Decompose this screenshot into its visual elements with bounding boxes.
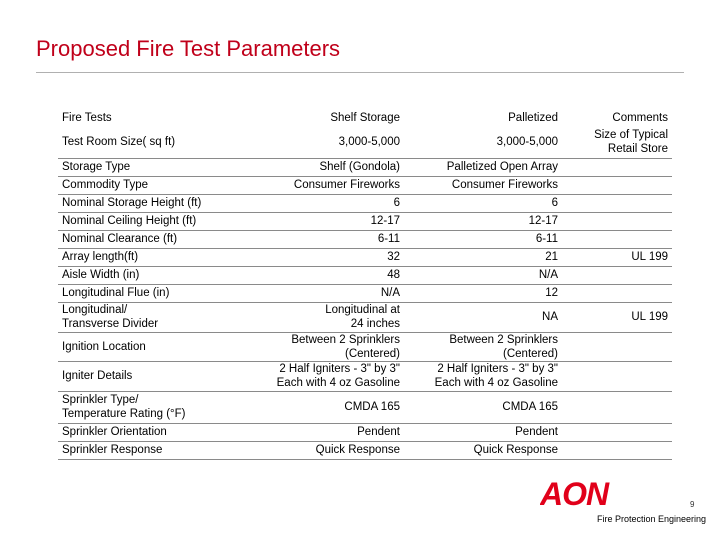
table-row <box>58 441 672 459</box>
row-comment <box>562 158 672 176</box>
header-comments: Comments <box>612 112 668 124</box>
row-label: Igniter Details <box>62 370 133 382</box>
table-row <box>58 194 672 212</box>
row-palletized-value: N/A <box>538 269 558 281</box>
row-palletized-value: Pendent <box>515 426 558 438</box>
row-shelf-value: Consumer Fireworks <box>293 179 400 191</box>
row-comment <box>562 361 672 391</box>
table-header-row <box>58 110 672 126</box>
table-row <box>58 230 672 248</box>
row-comment <box>562 266 672 284</box>
row-shelf-value: 2 Half Igniters - 3" by 3" Each with 4 oz Gasoline <box>276 363 400 389</box>
table-row <box>58 176 672 194</box>
row-shelf-value: Quick Response <box>315 444 400 456</box>
row-comment: UL 199 <box>631 311 668 323</box>
row-palletized-value: 6-11 <box>535 233 558 245</box>
row-palletized-value: Quick Response <box>473 444 558 456</box>
row-comment <box>562 194 672 212</box>
row-palletized-value: 2 Half Igniters - 3" by 3" Each with 4 oz Gasoline <box>434 363 558 389</box>
row-label: Aisle Width (in) <box>62 269 140 281</box>
row-comment <box>562 391 672 423</box>
table-row <box>58 212 672 230</box>
row-label: Nominal Ceiling Height (ft) <box>62 215 197 227</box>
row-shelf-value: N/A <box>380 287 400 299</box>
table-row <box>58 332 672 361</box>
row-label: Array length(ft) <box>62 251 139 263</box>
row-shelf-value: 12-17 <box>370 215 400 227</box>
row-comment: UL 199 <box>631 251 668 263</box>
row-shelf-value: 6 <box>393 197 400 209</box>
row-shelf-value: Pendent <box>357 426 400 438</box>
header-palletized: Palletized <box>508 112 558 124</box>
aon-logo <box>540 478 660 515</box>
row-label: Longitudinal Flue (in) <box>62 287 170 299</box>
row-comment <box>562 423 672 441</box>
table-row <box>58 158 672 176</box>
row-label: Storage Type <box>62 161 131 173</box>
row-shelf-value: Longitudinal at 24 inches <box>325 304 400 330</box>
row-palletized-value: 12-17 <box>528 215 558 227</box>
page-title: Proposed Fire Test Parameters <box>36 36 341 61</box>
title-divider <box>36 72 684 73</box>
row-comment <box>562 284 672 302</box>
row-comment <box>562 441 672 459</box>
row-comment <box>562 176 672 194</box>
row-shelf-value: CMDA 165 <box>344 401 400 413</box>
row-shelf-value: Shelf (Gondola) <box>319 161 400 173</box>
row-label: Ignition Location <box>62 340 146 353</box>
row-comment <box>562 212 672 230</box>
row-palletized-value: 21 <box>545 251 558 263</box>
row-comment <box>562 230 672 248</box>
row-label: Longitudinal/ Transverse Divider <box>62 304 159 330</box>
table-row <box>58 391 672 423</box>
table-row <box>58 248 672 266</box>
page-number: 9 <box>690 500 695 509</box>
row-label: Sprinkler Orientation <box>62 426 167 438</box>
table-row <box>58 266 672 284</box>
row-palletized-value: Palletized Open Array <box>446 161 558 173</box>
row-shelf-value: Between 2 Sprinklers (Centered) <box>291 333 400 360</box>
row-shelf-value: 48 <box>387 269 400 281</box>
table-row <box>58 423 672 441</box>
row-shelf-value: 6-11 <box>377 233 400 245</box>
row-palletized-value: NA <box>542 311 558 323</box>
row-palletized-value: 6 <box>551 197 558 209</box>
row-palletized-value: CMDA 165 <box>502 401 558 413</box>
row-comment <box>562 332 672 361</box>
row-shelf-value: 3,000-5,000 <box>338 135 400 148</box>
table-row <box>58 284 672 302</box>
table-body <box>58 126 672 459</box>
row-label: Commodity Type <box>62 179 149 191</box>
table-row <box>58 126 672 158</box>
aon-logo-text: AON <box>540 478 609 510</box>
row-palletized-value: 3,000-5,000 <box>496 135 558 148</box>
row-palletized-value: Consumer Fireworks <box>451 179 558 191</box>
header-shelf-storage: Shelf Storage <box>330 112 400 124</box>
row-label: Nominal Clearance (ft) <box>62 233 178 245</box>
row-label: Nominal Storage Height (ft) <box>62 197 202 209</box>
fire-test-parameters-table <box>58 110 672 460</box>
row-palletized-value: Between 2 Sprinklers (Centered) <box>449 333 558 360</box>
row-label: Sprinkler Type/ Temperature Rating (°F) <box>62 394 186 420</box>
row-label: Test Room Size( sq ft) <box>62 135 176 148</box>
aon-logo-mark <box>540 478 660 510</box>
table-row <box>58 361 672 391</box>
row-label: Sprinkler Response <box>62 444 163 456</box>
row-palletized-value: 12 <box>545 287 558 299</box>
header-fire-tests: Fire Tests <box>62 112 112 124</box>
table-row <box>58 302 672 332</box>
row-comment: Size of Typical Retail Store <box>594 128 668 155</box>
footer-caption: Fire Protection Engineering <box>597 514 707 524</box>
row-shelf-value: 32 <box>387 251 400 263</box>
